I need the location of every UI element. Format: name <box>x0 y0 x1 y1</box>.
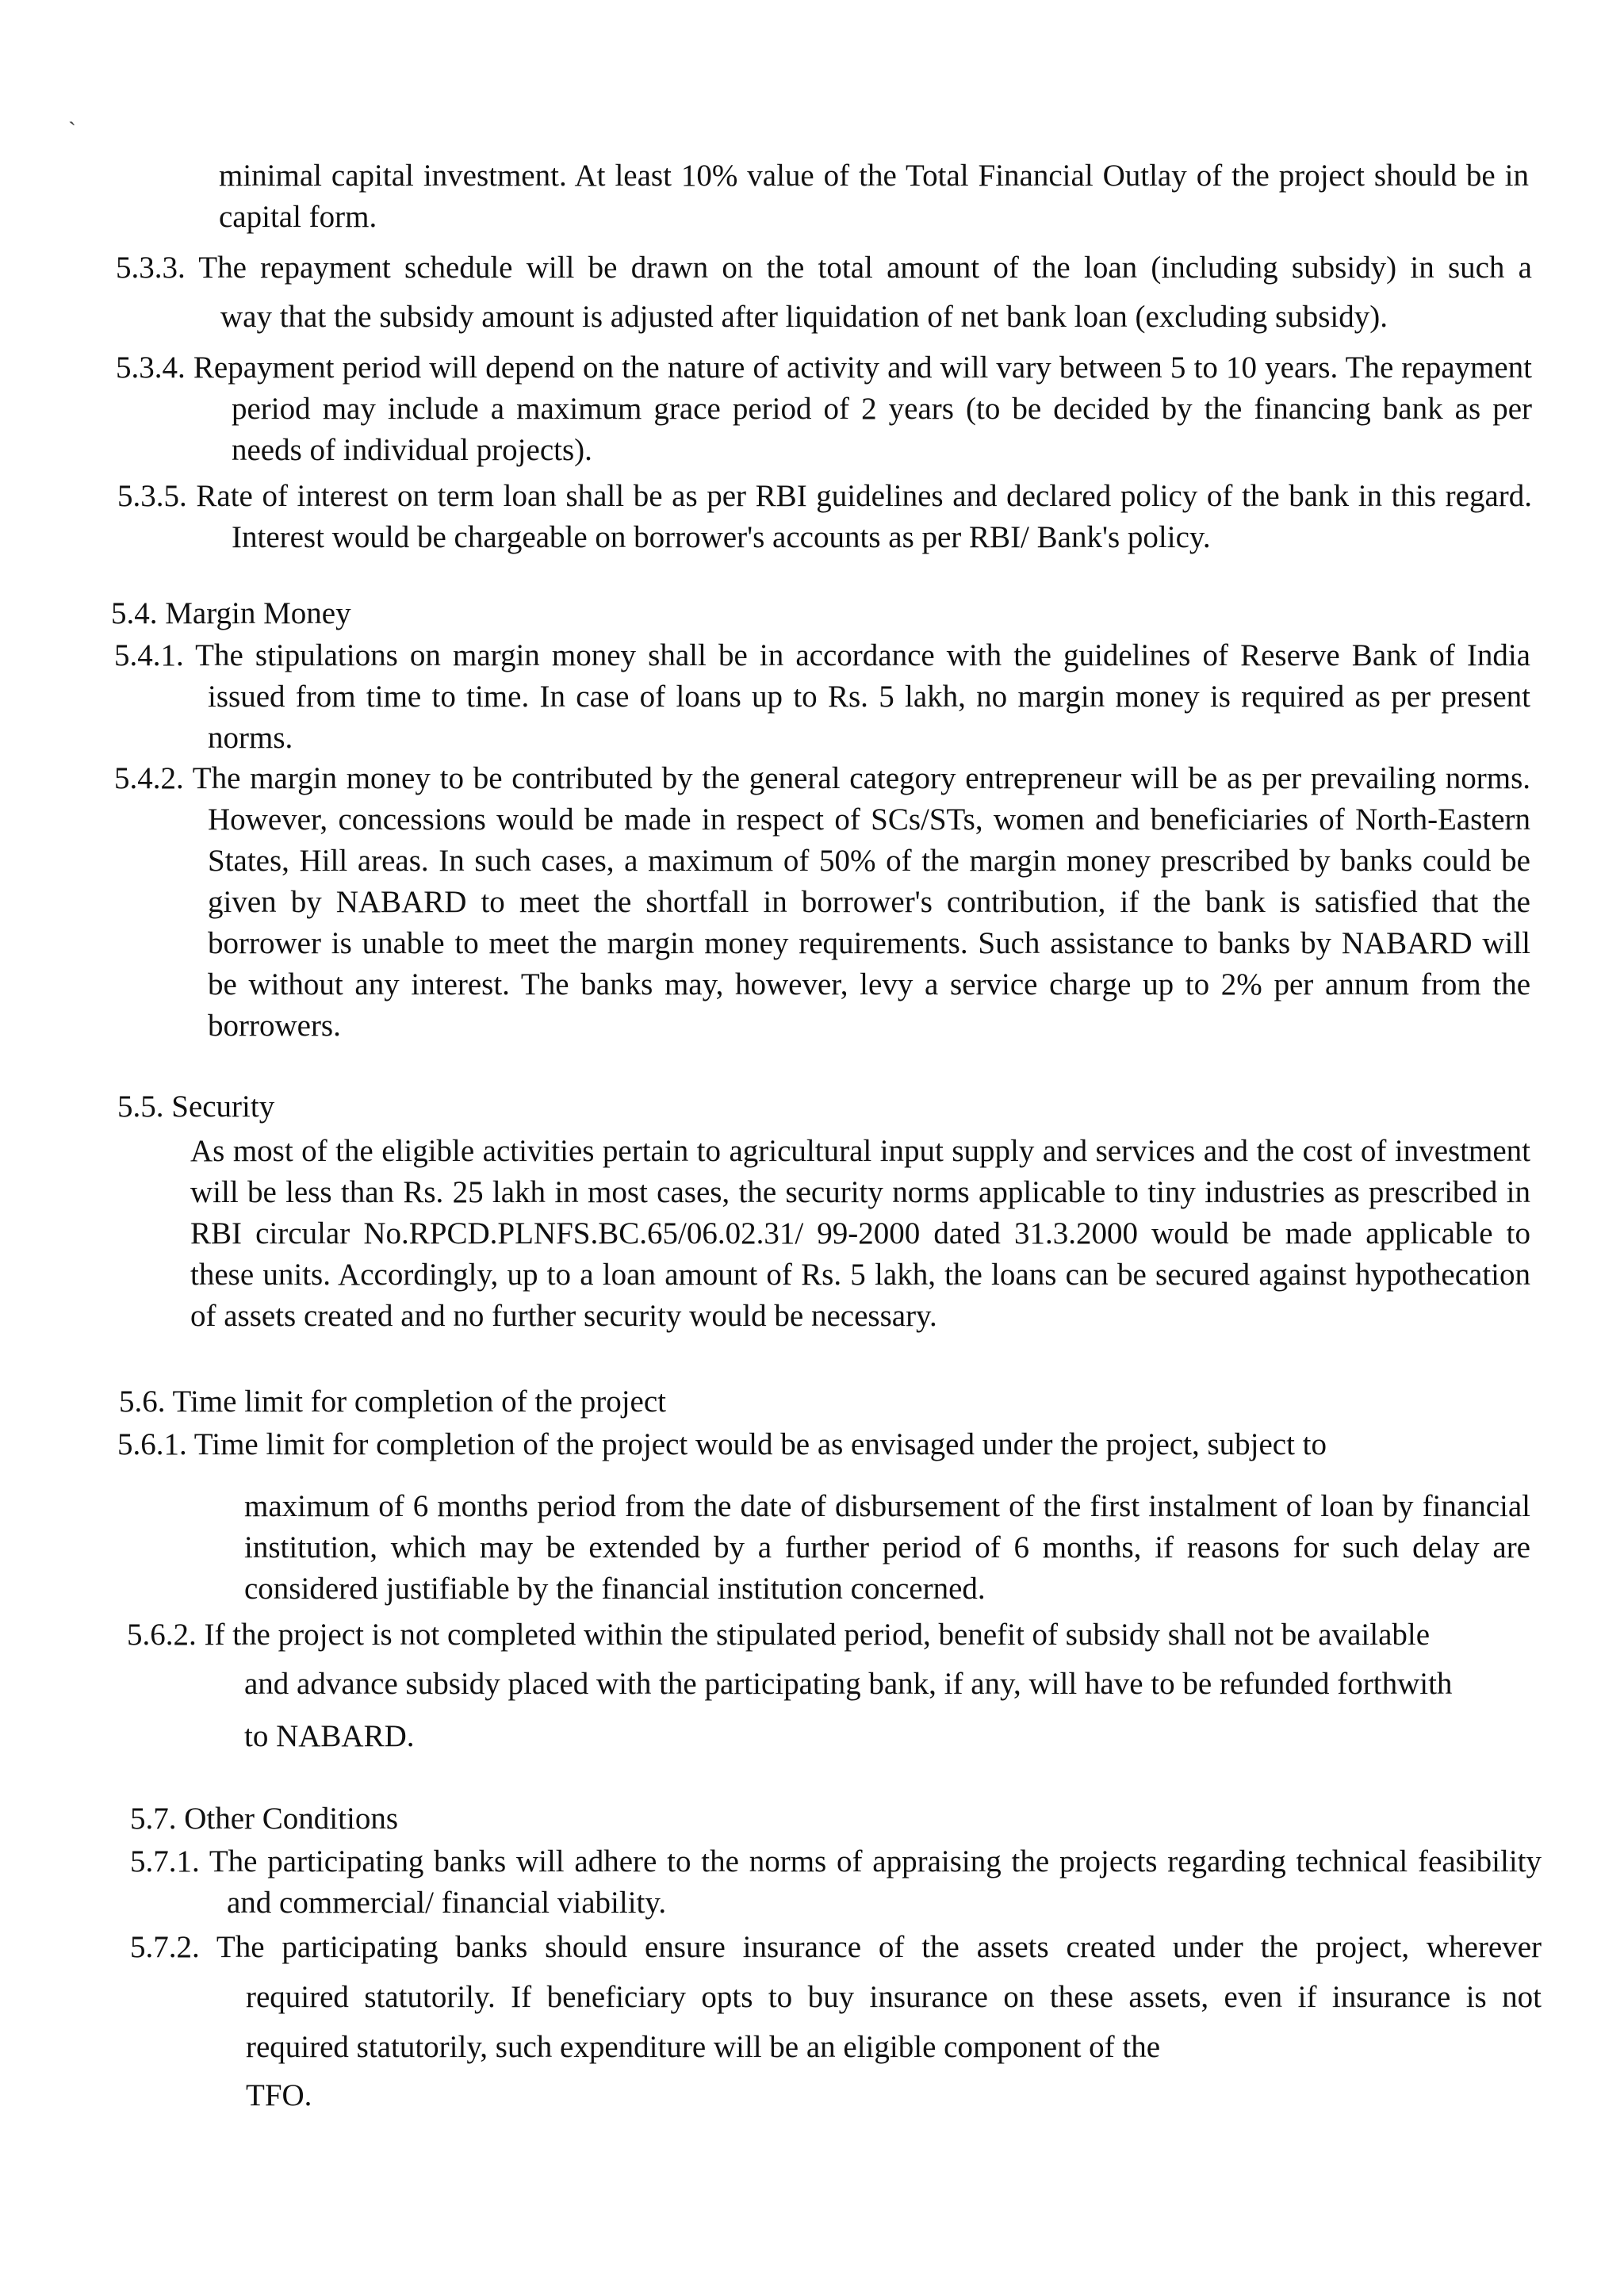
section-5-4-1: 5.4.1. The stipulations on margin money shall be in accordance with the guidelines of Reserve Bank of India issued from time to time. In case of loans up to Rs. 5 lakh, no margin money is required as per present norms. <box>114 638 1530 755</box>
section-5-3-3-rest: way that the subsidy amount is adjusted after liquidation of net bank loan (excluding subsidy). <box>220 300 1388 334</box>
section-5-6-2-line-3: to NABARD. <box>244 1719 415 1753</box>
section-5-7-2-first-text: 5.7.2. The participating banks should ensure insurance of the assets created under the project, wherever <box>130 1930 1542 1964</box>
section-5-7-heading: 5.7. Other Conditions <box>130 1802 398 1836</box>
section-5-3-3-text: The repayment schedule will be drawn on the total amount of the loan (including subsidy) in such a <box>198 251 1532 285</box>
section-5-7-2-line-2 <box>246 1977 1542 2018</box>
section-5-6-2-first-line: 5.6.2. If the project is not completed within the stipulated period, benefit of subsidy shall not be available <box>127 1618 1431 1652</box>
section-5-6-heading: 5.6. Time limit for completion of the project <box>119 1384 667 1419</box>
section-5-6-1-first-line: 5.6.1. Time limit for completion of the project would be as envisaged under the project, subject to <box>117 1427 1327 1461</box>
section-5-3-3-number: 5.3.3. <box>116 251 186 285</box>
section-5-4-2: 5.4.2. The margin money to be contributed by the general category entrepreneur will be as per prevailing norms. However, concessions would be made in respect of SCs/STs, women and beneficiaries of North-Eastern States, Hill areas. In such cases, a maximum of 50% of the margin money prescribed by banks could be given by NABARD to meet the shortfall in borrower's contribution, if the bank is satisfied that the borrower is unable to meet the margin money requirements. Such assistance to banks by NABARD will be without any interest. The banks may, however, levy a service charge up to 2% per annum from the borrowers. <box>114 761 1530 1043</box>
section-5-7-2-first-line <box>130 1927 1542 1968</box>
section-5-7-2-line-3: required statutorily, such expenditure will be an eligible component of the <box>246 2030 1161 2064</box>
section-5-3-4: 5.3.4. Repayment period will depend on the nature of activity and will vary between 5 to 10 years. The repayment period may include a maximum grace period of 2 years (to be decided by the financing bank as per needs of individual projects). <box>116 350 1532 467</box>
page-mark: ` <box>68 117 76 144</box>
section-5-4-heading: 5.4. Margin Money <box>111 596 351 630</box>
section-5-7-2-line-2-text: required statutorily. If beneficiary opts to buy insurance on these assets, even if insurance is not <box>246 1980 1542 2014</box>
intro-paragraph: minimal capital investment. At least 10% value of the Total Financial Outlay of the project should be in capital form. <box>219 159 1529 234</box>
section-5-5-paragraph: As most of the eligible activities pertain to agricultural input supply and services and the cost of investment will be less than Rs. 25 lakh in most cases, the security norms applicable to tiny industries as prescribed in RBI circular No.RPCD.PLNFS.BC.65/06.02.31/ 99-2000 dated 31.3.2000 would be made applicable to these units. Accordingly, up to a loan amount of Rs. 5 lakh, the loans can be secured against hypothecation of assets created and no further security would be necessary. <box>190 1134 1530 1333</box>
section-5-7-1: 5.7.1. The participating banks will adhere to the norms of appraising the projects regarding technical feasibility and commercial/ financial viability. <box>130 1844 1542 1920</box>
section-5-3-3-first-line <box>116 247 1532 289</box>
section-5-7-2-line-4: TFO. <box>246 2078 312 2112</box>
section-5-6-2-line-2: and advance subsidy placed with the participating bank, if any, will have to be refunded forthwith <box>244 1667 1453 1701</box>
section-5-6-1-rest: maximum of 6 months period from the date of disbursement of the first instalment of loan by financial institution, which may be extended by a further period of 6 months, if reasons for such delay are considered justifiable by the financial institution concerned. <box>244 1489 1530 1606</box>
section-5-5-heading: 5.5. Security <box>117 1090 275 1124</box>
section-5-3-5: 5.3.5. Rate of interest on term loan shall be as per RBI guidelines and declared policy of the bank in this regard. Interest would be chargeable on borrower's accounts as per RBI/ Bank's policy. <box>117 479 1532 554</box>
